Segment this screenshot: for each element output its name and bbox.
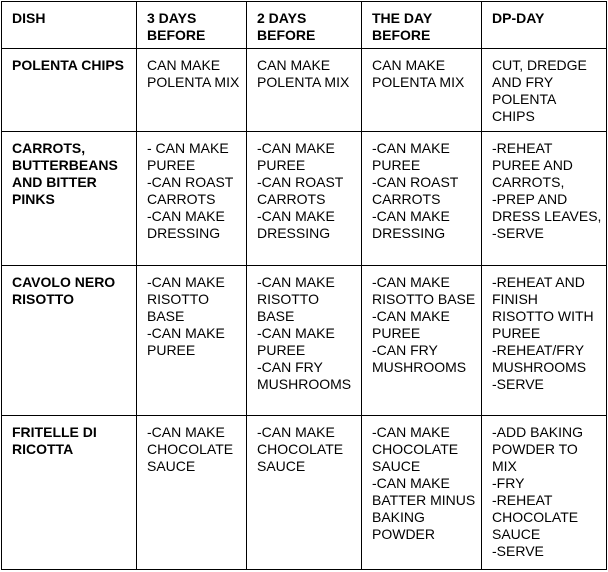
table-row (2, 266, 607, 416)
header-dish: DISH (2, 2, 137, 49)
two-days-cell: -CAN MAKE PUREE -CAN ROAST CARROTS -CAN MAKE DRESSING (247, 132, 362, 266)
dish-cell: FRITELLE DI RICOTTA (2, 416, 137, 570)
dish-cell: CARROTS, BUTTERBEANS AND BITTER PINKS (2, 132, 137, 266)
dish-cell: CAVOLO NERO RISOTTO (2, 266, 137, 416)
dp-day-cell: CUT, DREDGE AND FRY POLENTA CHIPS (482, 49, 607, 132)
three-days-cell: - CAN MAKE PUREE -CAN ROAST CARROTS -CAN MAKE DRESSING (137, 132, 247, 266)
table-row (2, 49, 607, 132)
header-row (2, 2, 607, 49)
dish-cell: POLENTA CHIPS (2, 49, 137, 132)
three-days-cell: -CAN MAKE RISOTTO BASE -CAN MAKE PUREE (137, 266, 247, 416)
two-days-cell: -CAN MAKE RISOTTO BASE -CAN MAKE PUREE -CAN FRY MUSHROOMS (247, 266, 362, 416)
header-dp-day: DP-DAY (482, 2, 607, 49)
two-days-cell: CAN MAKE POLENTA MIX (247, 49, 362, 132)
table-row (2, 132, 607, 266)
three-days-cell: CAN MAKE POLENTA MIX (137, 49, 247, 132)
day-before-cell: -CAN MAKE PUREE -CAN ROAST CARROTS -CAN MAKE DRESSING (362, 132, 482, 266)
dp-day-cell: -REHEAT PUREE AND CARROTS, -PREP AND DRESS LEAVES, -SERVE (482, 132, 607, 266)
two-days-cell: -CAN MAKE CHOCOLATE SAUCE (247, 416, 362, 570)
day-before-cell: -CAN MAKE RISOTTO BASE -CAN MAKE PUREE -CAN FRY MUSHROOMS (362, 266, 482, 416)
dp-day-cell: -REHEAT AND FINISH RISOTTO WITH PUREE -REHEAT/FRY MUSHROOMS -SERVE (482, 266, 607, 416)
dp-day-cell: -ADD BAKING POWDER TO MIX -FRY -REHEAT CHOCOLATE SAUCE -SERVE (482, 416, 607, 570)
prep-schedule-table (1, 1, 607, 570)
day-before-cell: CAN MAKE POLENTA MIX (362, 49, 482, 132)
table-row (2, 416, 607, 570)
header-day-before: THE DAY BEFORE (362, 2, 482, 49)
three-days-cell: -CAN MAKE CHOCOLATE SAUCE (137, 416, 247, 570)
day-before-cell: -CAN MAKE CHOCOLATE SAUCE -CAN MAKE BATTER MINUS BAKING POWDER (362, 416, 482, 570)
header-3-days-before: 3 DAYS BEFORE (137, 2, 247, 49)
header-2-days-before: 2 DAYS BEFORE (247, 2, 362, 49)
